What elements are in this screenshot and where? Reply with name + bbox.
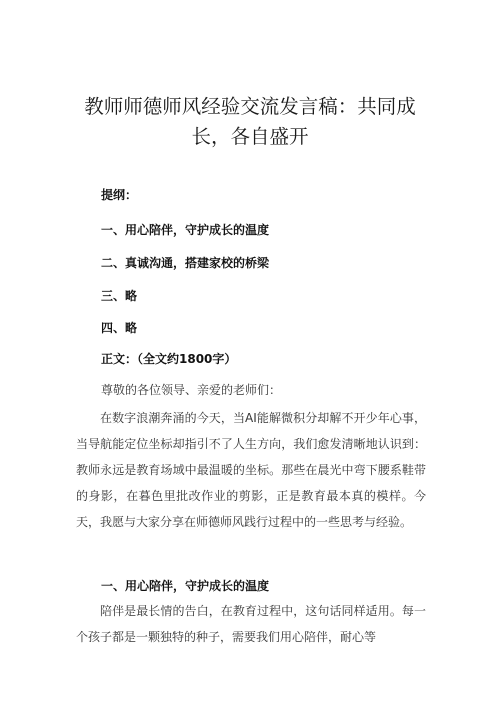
- section-heading: 一、用心陪伴，守护成长的温度: [101, 579, 270, 593]
- outline-item-3: 三、略: [101, 289, 138, 303]
- document-title: 教师师德师风经验交流发言稿：共同成长，各自盛开: [84, 95, 416, 148]
- outline-item-1: 一、用心陪伴，守护成长的温度: [101, 223, 270, 237]
- outline-label: 提纲：: [101, 188, 138, 202]
- outline-item-2: 二、真诚沟通，搭建家校的桥梁: [101, 256, 270, 270]
- outline-item-4: 四、略: [101, 321, 138, 335]
- section-paragraph: 陪伴是最长情的告白，在教育过程中，这句话同样适用。每一个孩子都是一颗独特的种子，需要我们用心陪伴，耐心等: [76, 604, 426, 644]
- greeting: 尊敬的各位领导、亲爱的老师们：: [101, 383, 282, 397]
- body-paragraph-1: 在数字浪潮奔涌的今天，当AI能解微积分却解不开少年心事，当导航能定位坐标却指引不了人生方向，我们愈发清晰地认识到：教师永远是教育场域中最温暖的坐标。那些在晨光中弯下腰系鞋带的身影，在暮色里批改作业的剪影，正是教育最本真的模样。今天，我愿与大家分享在师德师风践行过程中的一些思考与经验。: [76, 411, 426, 529]
- body-label: 正文：（全文约1800字）: [101, 352, 237, 366]
